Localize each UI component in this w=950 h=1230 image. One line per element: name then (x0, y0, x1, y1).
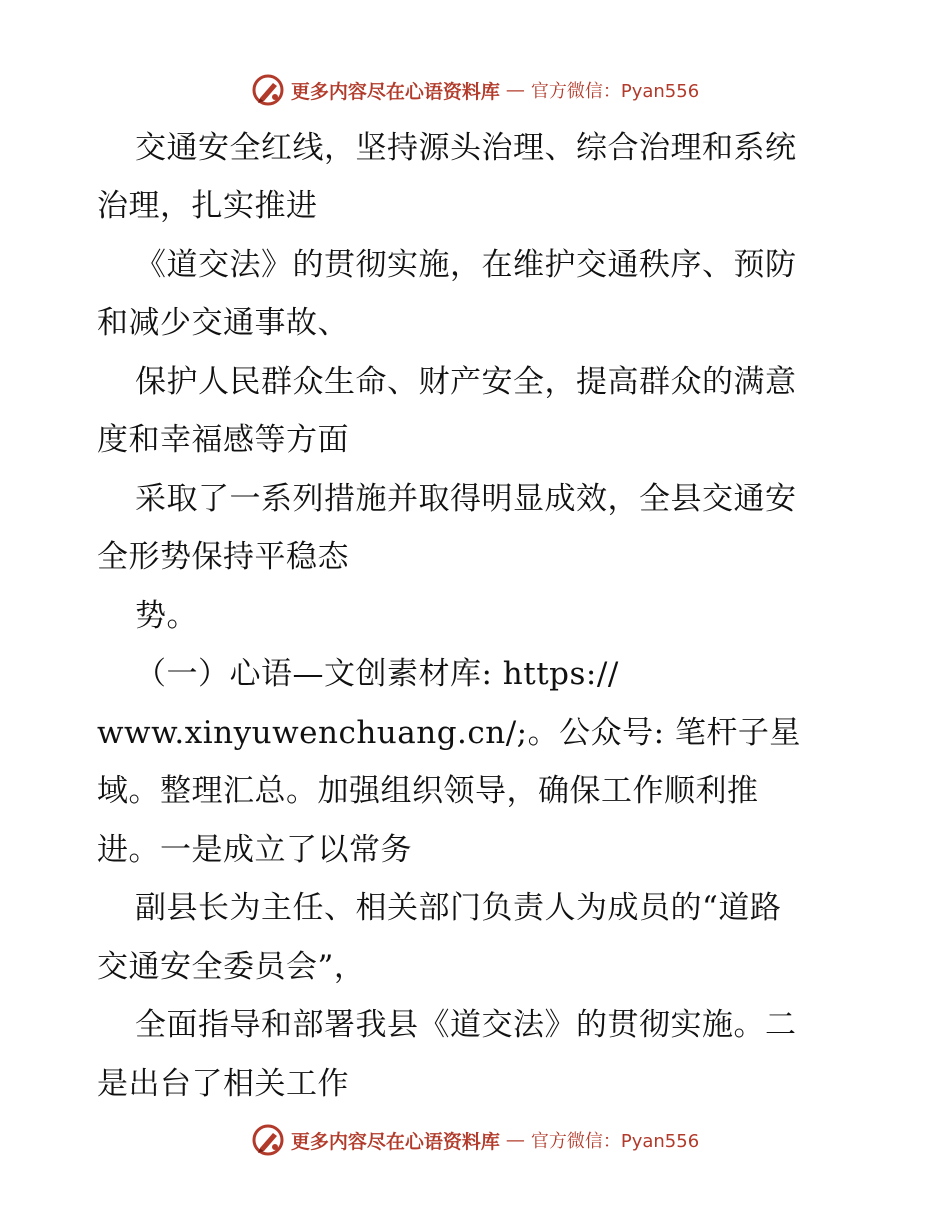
text-line: （一）心语—文创素材库: https:// (135, 656, 619, 692)
text-line: www.xinyuwenchuang.cn/;。公众号: 笔杆子星 (97, 715, 801, 751)
header-banner-wechat: 官方微信：Pyan556 (530, 81, 700, 102)
footer-banner-inner (251, 1123, 699, 1157)
text-line: 副县长为主任、相关部门负责人为成员的“道路 (135, 890, 782, 926)
text-line: 采取了一系列措施并取得明显成效，全县交通安 (135, 481, 797, 517)
text-line: 全面指导和部署我县《道交法》的贯彻实施。二 (135, 1007, 797, 1043)
footer-banner-wechat: 官方微信：Pyan556 (530, 1131, 700, 1152)
header-banner-text: 更多内容尽在心语资料库 (290, 80, 500, 103)
text-line: 进。一是成立了以常务 (97, 832, 412, 868)
text-line: 全形势保持平稳态 (97, 539, 349, 575)
text-line: 域。整理汇总。加强组织领导，确保工作顺利推 (97, 773, 759, 809)
text-line: 交通安全委员会”， (97, 949, 366, 985)
text-line: 和减少交通事故、 (97, 305, 349, 341)
text-line: 保护人民群众生命、财产安全，提高群众的满意 (135, 364, 797, 400)
text-line: 是出台了相关工作 (97, 1066, 349, 1102)
text-line: 势。 (135, 598, 198, 634)
footer-banner-dash: — (505, 1129, 525, 1151)
text-line: 交通安全红线，坚持源头治理、综合治理和系统 (135, 130, 797, 166)
text-line: 度和幸福感等方面 (97, 422, 349, 458)
footer-banner (0, 1120, 950, 1160)
pen-logo-icon (251, 1123, 285, 1157)
footer-banner-text: 更多内容尽在心语资料库 (290, 1130, 500, 1153)
text-line: 治理，扎实推进 (97, 188, 318, 224)
text-line: 《道交法》的贯彻实施，在维护交通秩序、预防 (135, 247, 797, 283)
header-banner-dash: — (505, 79, 525, 101)
